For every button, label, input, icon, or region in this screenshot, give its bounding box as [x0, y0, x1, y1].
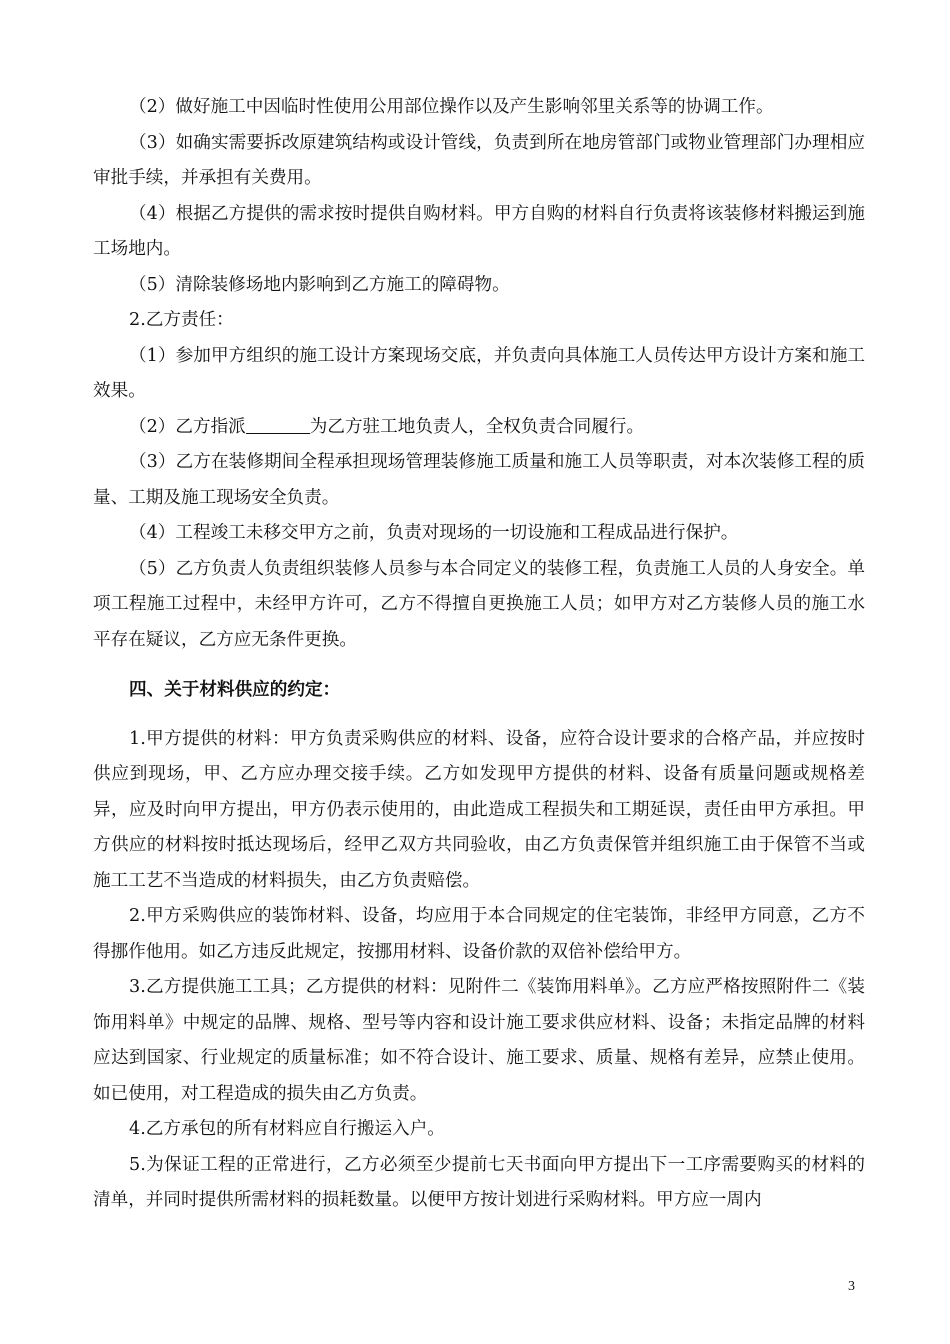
clause-b4: （4）工程竣工未移交甲方之前，负责对现场的一切设施和工程成品进行保护。	[129, 523, 739, 543]
materials-clause-1: 1.甲方提供的材料：甲方负责采购供应的材料、设备，应符合设计要求的合格产品，并应按时供应到现场，甲、乙方应办理交接手续。乙方如发现甲方提供的材料、设备有质量问题或规格差异，应及时向甲方提出，甲方仍表示使用的，由此造成工程损失和工期延误，责任由甲方承担。甲方供应的材料按时抵达现场后，经甲乙双方共同验收，由乙方负责保管并组织施工由于保管不当或施工工艺不当造成的材料损失，由乙方负责赔偿。	[93, 728, 865, 891]
document-body	[93, 90, 865, 1219]
clause-b2-suffix: 为乙方驻工地负责人，全权负责合同履行。	[309, 416, 645, 437]
clause-b5: （5）乙方负责人负责组织装修人员参与本合同定义的装修工程，负责施工人员的人身安全。单项工程施工过程中，未经甲方许可，乙方不得擅自更换施工人员；如甲方对乙方装修人员的施工水平存在疑议，乙方应无条件更换。	[93, 558, 865, 650]
section-heading-materials: 四、关于材料供应的约定：	[129, 679, 341, 700]
clause-a4: （4）根据乙方提供的需求按时提供自购材料。甲方自购的材料自行负责将该装修材料搬运到施工场地内。	[93, 203, 865, 259]
fill-in-blank	[246, 415, 310, 434]
materials-clause-5: 5.为保证工程的正常进行，乙方必须至少提前七天书面向甲方提出下一工序需要购买的材料的清单，并同时提供所需材料的损耗数量。以便甲方按计划进行采购材料。甲方应一周内	[93, 1154, 865, 1210]
clause-b2-prefix: （2）乙方指派	[129, 416, 246, 437]
materials-clause-2: 2.甲方采购供应的装饰材料、设备，均应用于本合同规定的住宅装饰，非经甲方同意，乙方不得挪作他用。如乙方违反此规定，按挪用材料、设备价款的双倍补偿给甲方。	[93, 906, 865, 962]
materials-clause-3: 3.乙方提供施工工具；乙方提供的材料：见附件二《装饰用料单》。乙方应严格按照附件二《装饰用料单》中规定的品牌、规格、型号等内容和设计施工要求供应材料、设备；未指定品牌的材料应达到国家、行业规定的质量标准；如不符合设计、施工要求、质量、规格有差异，应禁止使用。如已使用，对工程造成的损失由乙方负责。	[93, 977, 865, 1104]
clause-a5: （5）清除装修场地内影响到乙方施工的障碍物。	[129, 274, 510, 295]
clause-b3: （3）乙方在装修期间全程承担现场管理装修施工质量和施工人员等职责，对本次装修工程的质量、工期及施工现场安全负责。	[93, 452, 865, 508]
clause-b2	[93, 410, 865, 446]
party-b-responsibility-title: 2.乙方责任：	[129, 310, 234, 330]
clause-a2: （2）做好施工中因临时性使用公用部位操作以及产生影响邻里关系等的协调工作。	[129, 97, 774, 117]
page-number: 3	[848, 1279, 855, 1294]
clause-b1: （1）参加甲方组织的施工设计方案现场交底，并负责向具体施工人员传达甲方设计方案和施工效果。	[93, 345, 865, 401]
clause-a3: （3）如确实需要拆改原建筑结构或设计管线，负责到所在地房管部门或物业管理部门办理相应审批手续，并承担有关费用。	[93, 132, 865, 188]
materials-clause-4: 4.乙方承包的所有材料应自行搬运入户。	[129, 1119, 445, 1139]
